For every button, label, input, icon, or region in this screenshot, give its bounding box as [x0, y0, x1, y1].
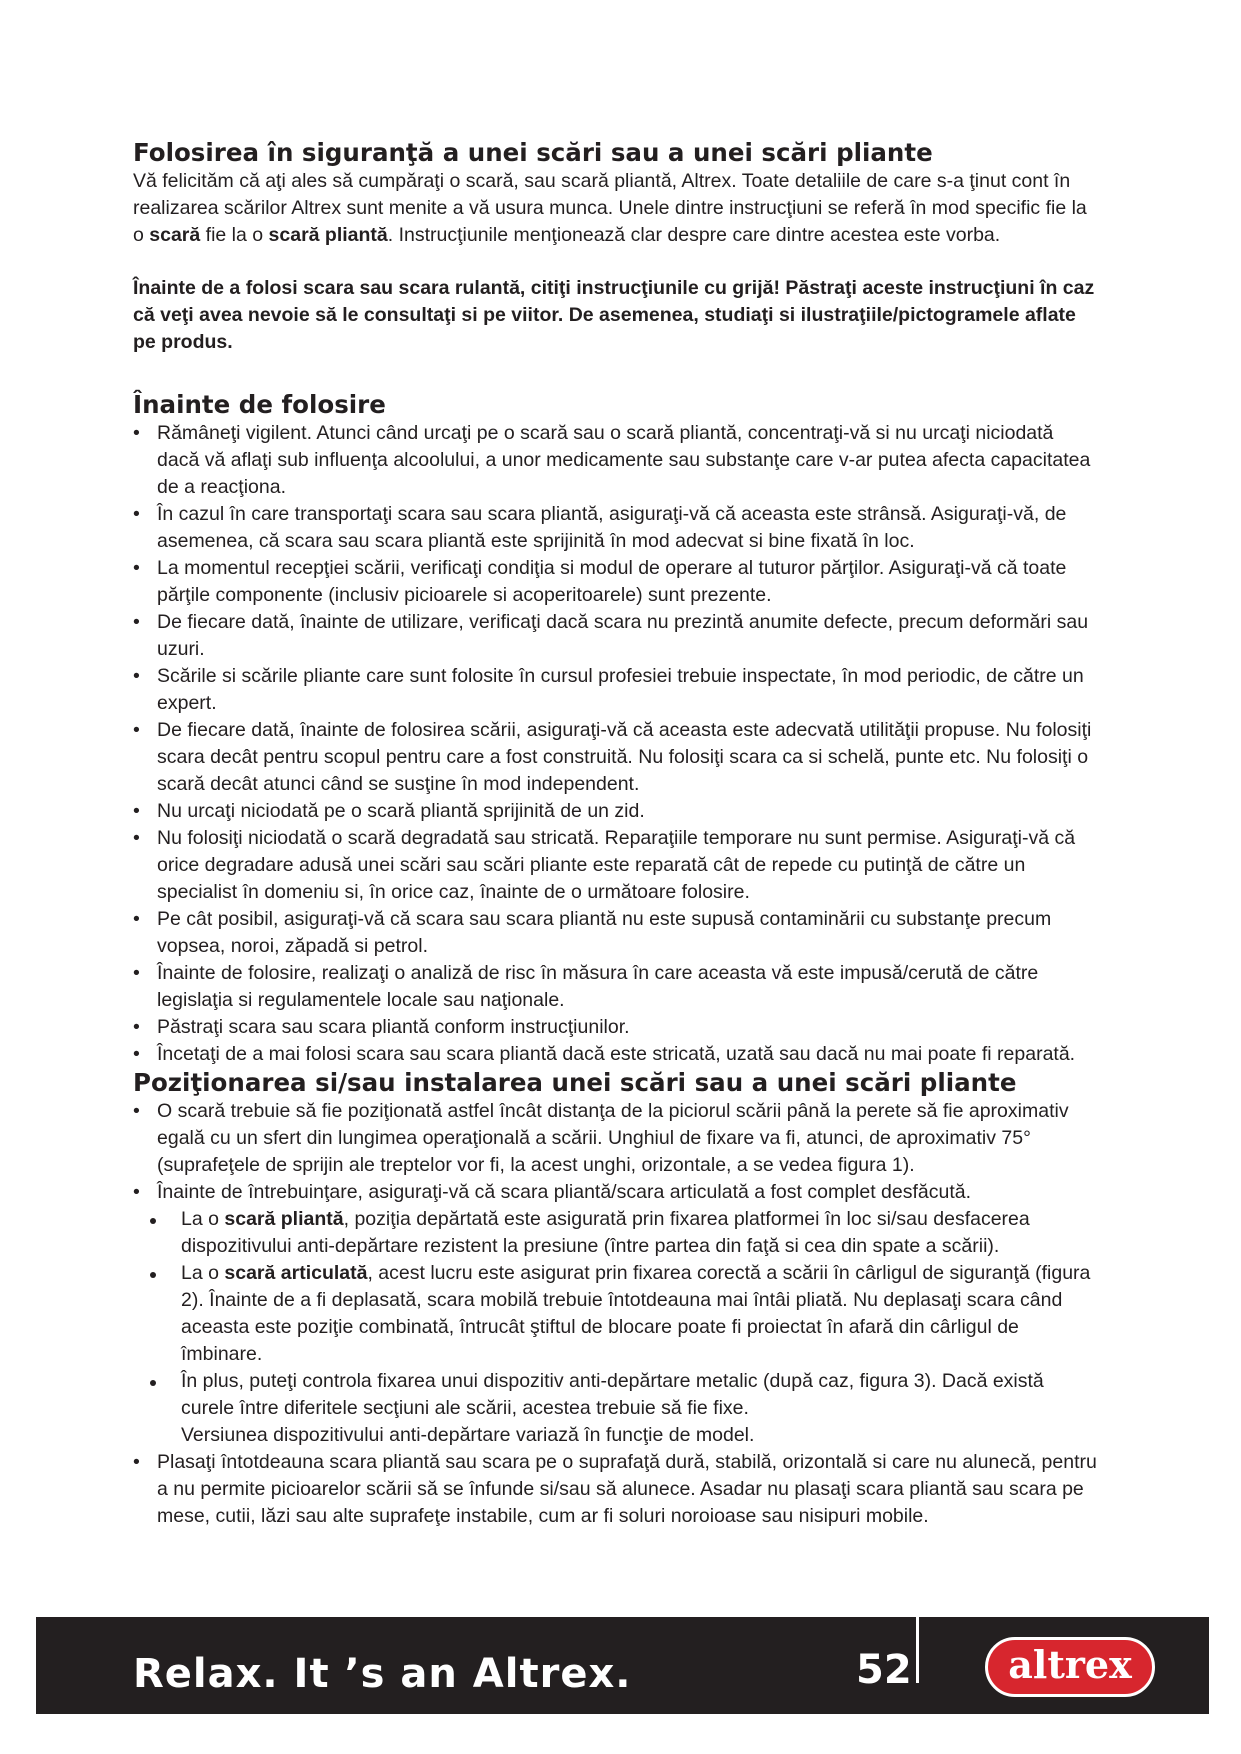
section-title-positioning: Poziţionarea si/sau instalarea unei scări sau a unei scări pliante [133, 1068, 1017, 1097]
sub-list [157, 1206, 1101, 1449]
before-use-list [133, 420, 1101, 1068]
sub-note: Versiunea dispozitivului anti-depărtare variază în funcţie de model. [181, 1424, 755, 1446]
list-item-text: Păstraţi scara sau scara pliantă conform instrucţiunilor. [157, 1016, 630, 1038]
list-item-text: Nu urcaţi niciodată pe o scară pliantă sprijinită de un zid. [157, 800, 645, 822]
section-title-safe-use: Folosirea în siguranţă a unei scări sau a unei scări pliante [133, 138, 933, 167]
list-item [133, 717, 1101, 798]
list-item-text: Scările si scările pliante care sunt folosite în cursul profesiei trebuie inspectate, în mod periodic, de către un expert. [157, 665, 1084, 714]
list-item-text: Pe cât posibil, asiguraţi-vă că scara sau scara pliantă nu este supusă contaminării cu substanţe precum vopsea, noroi, zăpadă si petrol. [157, 908, 1052, 957]
sub-bullet [150, 1272, 156, 1278]
bullet: • [133, 1181, 140, 1203]
positioning-list [133, 1098, 1101, 1530]
bullet: • [133, 611, 140, 633]
sub-bullet [150, 1218, 156, 1224]
list-item [133, 501, 1101, 555]
altrex-logo [985, 1637, 1155, 1697]
bullet: • [133, 1043, 140, 1065]
list-item [133, 1179, 1101, 1449]
bullet: • [133, 908, 140, 930]
list-item [133, 609, 1101, 663]
bullet: • [133, 503, 140, 525]
footer-slogan: Relax. It ’s an Altrex. [133, 1651, 632, 1697]
list-item-text: Încetaţi de a mai folosi scara sau scara pliantă dacă este stricată, uzată sau dacă nu mai poate fi reparată. [157, 1043, 1076, 1065]
list-item [133, 1449, 1101, 1530]
bullet: • [133, 1100, 140, 1122]
intro-paragraph [133, 168, 1101, 249]
list-item [133, 906, 1101, 960]
page-number: 52 [856, 1647, 912, 1693]
list-item-text: De fiecare dată, înainte de utilizare, verificaţi dacă scara nu prezintă anumite defecte, precum deformări sau uzuri. [157, 611, 1089, 660]
sub-bullet [150, 1380, 156, 1386]
list-item-text: Plasaţi întotdeauna scara pliantă sau scara pe o suprafaţă dură, stabilă, orizontală si care nu alunecă, pentru a nu permite picioarelor scării să se înfunde si/sau să alunece. Asadar nu plasaţi scara pliantă sau scara pe mese, cutii, lăzi sau alte suprafeţe instabile, cum ar fi soluri noroioase sau nisipuri mobile. [157, 1451, 1097, 1527]
intro-bold-stepladder: scară pliantă [268, 224, 388, 246]
intro-text-end: . Instrucţiunile menţionează clar despre care dintre acestea este vorba. [387, 224, 1001, 246]
sub-text: La o [181, 1208, 225, 1230]
list-item-text: Înainte de folosire, realizaţi o analiză de risc în măsura în care aceasta vă este impusă/cerută de către legislaţia si regulamentele locale sau naţionale. [157, 962, 1039, 1011]
list-item-text: O scară trebuie să fie poziţionată astfel încât distanţa de la piciorul scării până la perete să fie aproximativ egală cu un sfert din lungimea operaţională a scării. Unghiul de fixare va fi, atunci, de aproximativ 75° (suprafeţele de sprijin ale treptelor vor fi, la acest unghi, orizontale, a se vedea figura 1). [157, 1100, 1069, 1176]
intro-bold-ladder: scară [149, 224, 201, 246]
list-item [133, 555, 1101, 609]
bullet: • [133, 557, 140, 579]
footer-divider [916, 1617, 919, 1683]
list-item-text: Nu folosiţi niciodată o scară degradată sau stricată. Reparaţiile temporare nu sunt permise. Asiguraţi-vă că orice degradare adusă unei scări sau scări pliante este reparată cât de repede cu putinţă de către un specialist în domeniu si, în orice caz, înainte de o următoare folosire. [157, 827, 1076, 903]
bullet: • [133, 1451, 140, 1473]
list-item-text: Înainte de întrebuinţare, asiguraţi-vă că scara pliantă/scara articulată a fost complet desfăcută. [157, 1181, 972, 1203]
list-item [133, 663, 1101, 717]
sub-list-item [124, 1368, 1101, 1449]
logo-text: altrex [1008, 1642, 1132, 1687]
list-item [133, 825, 1101, 906]
page-content [133, 138, 1101, 1530]
bullet: • [133, 962, 140, 984]
bullet: • [133, 719, 140, 741]
bullet: • [133, 665, 140, 687]
intro-text-mid: fie la o [200, 224, 269, 246]
sub-bold: scară articulată [224, 1262, 368, 1284]
intro-text: Vă felicităm că aţi ales să cumpăraţi o scară, sau scară pliantă, Altrex. Toate detaliile de care s-a ţinut cont în realizarea scărilor Altrex sunt menite a vă usura munca. Unele dintre instrucţiuni se referă în mod specific fie la o [133, 170, 1087, 246]
list-item [133, 1041, 1101, 1068]
list-item-text: În cazul în care transportaţi scara sau scara pliantă, asiguraţi-vă că aceasta este strânsă. Asiguraţi-vă, de asemenea, că scara sau scara pliantă este sprijinită în mod adecvat si bine fixată în loc. [157, 503, 1067, 552]
sub-list-item [124, 1260, 1101, 1368]
bullet: • [133, 1016, 140, 1038]
sub-bold: scară pliantă [224, 1208, 344, 1230]
bullet: • [133, 827, 140, 849]
sub-text: La o [181, 1262, 225, 1284]
sub-text: În plus, puteţi controla fixarea unui dispozitiv anti-depărtare metalic (după caz, figura 3). Dacă există curele între diferitele secţiuni ale scării, acestea trebuie să fie fixe. [181, 1370, 1044, 1419]
list-item [133, 798, 1101, 825]
list-item-text: La momentul recepţiei scării, verificaţi condiţia si modul de operare al tuturor părţilor. Asiguraţi-vă că toate părţile componente (inclusiv picioarele si acoperitoarele) sunt prezente. [157, 557, 1067, 606]
list-item [133, 420, 1101, 501]
list-item [133, 1014, 1101, 1041]
warning-paragraph: Înainte de a folosi scara sau scara rulantă, citiţi instrucţiunile cu grijă! Păstraţi aceste instrucţiuni în caz că veţi avea nevoie să le consultaţi si pe viitor. De asemenea, studiaţi si ilustraţiile/pictogramele aflate pe produs. [133, 277, 1095, 353]
bullet: • [133, 422, 140, 444]
list-item [133, 1098, 1101, 1179]
list-item-text: De fiecare dată, înainte de folosirea scării, asiguraţi-vă că aceasta este adecvată utilităţii propuse. Nu folosiţi scara decât pentru scopul pentru care a fost construită. Nu folosiţi scara ca si schelă, punte etc. Nu folosiţi o scară decât atunci când se susţine în mod independent. [157, 719, 1092, 795]
bullet: • [133, 800, 140, 822]
section-title-before-use: Înainte de folosire [133, 390, 386, 419]
sub-text: , poziţia depărtată este asigurată prin fixarea platformei în loc si/sau desfacerea dispozitivului anti-depărtare rezistent la presiune (între partea din faţă si cea din spate a scării). [181, 1208, 1030, 1257]
sub-list-item [124, 1206, 1101, 1260]
list-item-text: Rămâneţi vigilent. Atunci când urcaţi pe o scară sau o scară pliantă, concentraţi-vă si nu urcaţi niciodată dacă vă aflaţi sub influenţa alcoolului, a unor medicamente sau substanţe care v-ar putea afecta capacitatea de a reacţiona. [157, 422, 1091, 498]
list-item [133, 960, 1101, 1014]
footer-bar [36, 1617, 1209, 1714]
sub-text: , acest lucru este asigurat prin fixarea corectă a scării în cârligul de siguranţă (figura 2). Înainte de a fi deplasată, scara mobilă trebuie întotdeauna mai întâi pliată. Nu deplasaţi scara când aceasta este poziţie combinată, întrucât ştiftul de blocare poate fi proiectat în afară din cârligul de îmbinare. [181, 1262, 1091, 1365]
